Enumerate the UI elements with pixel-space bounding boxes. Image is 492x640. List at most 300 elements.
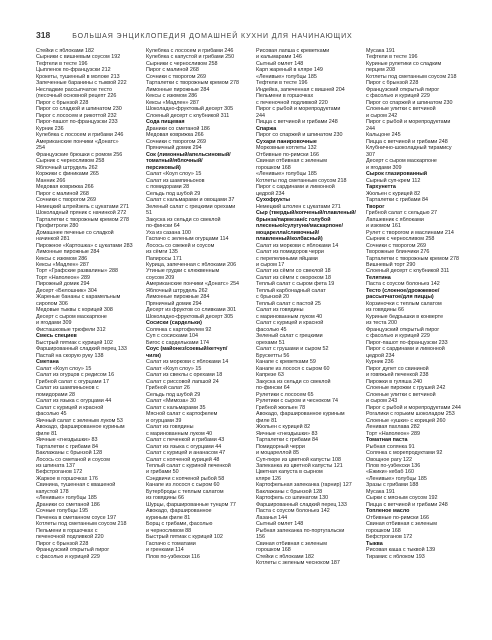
index-entry: Сельдь под шубой 29	[146, 190, 201, 197]
index-entry: с перепелиными яйцами	[256, 255, 318, 262]
index-entry: с фасолью и курицей 229	[366, 93, 430, 100]
index-entry: Баклажаны с брынзой 128	[256, 488, 323, 495]
index-entry: Французский открытый пирог	[36, 547, 110, 554]
index-entry: Свинина, тушенная с квашеной	[36, 482, 116, 489]
index-heading: Тесто (слоеное/дрожжевое/	[366, 287, 440, 294]
index-entry: Бигос с сардельками 174	[146, 339, 209, 346]
index-entry: и сыром 243	[366, 398, 398, 405]
index-entry: Курник 236	[36, 125, 64, 132]
index-entry: Помидорный черри	[256, 443, 305, 450]
index-entry: Котлеты под сметанным соусом 218	[256, 177, 347, 184]
index-entry: Сырники с вишневым соусом 192	[36, 54, 121, 61]
index-entry: Домашнее печенье со сладкой	[36, 229, 114, 236]
index-entry: Фаршированный сладкий перец 133	[256, 501, 347, 508]
index-entry: Лосось со сметаной и соусом	[36, 456, 110, 463]
index-entry: Авокадо, фаршированное куриным	[256, 411, 345, 418]
index-entry: Салат с кальмарами и овощами 37	[146, 197, 235, 204]
index-entry: Паста с соусом болоньез 142	[256, 508, 330, 515]
index-entry: Отбивные по-римски 166	[366, 514, 429, 521]
index-entry: Печенка в сметанном соусе 197	[36, 514, 117, 521]
index-entry: Салат «Мимоза» 30	[146, 398, 197, 405]
index-entry: фасолью 45	[256, 326, 287, 333]
index-heading: Смесь специев	[36, 333, 77, 340]
index-entry: с помидорами 28	[146, 184, 190, 191]
index-entry: Пицца с ветчиной и грибами 248	[256, 119, 338, 126]
index-entry: Закуска из сельди со свеклой	[256, 378, 331, 385]
index-entry: Рулетики с сыром и чесноком 74	[256, 398, 339, 405]
index-entry: Зеленый салат с грецкими	[256, 333, 323, 340]
index-entry: Кексы с изюмом 286	[146, 93, 198, 100]
index-entry: Салат из моркови с яблоками 14	[256, 242, 339, 249]
index-entry: цедрой 234	[366, 352, 395, 359]
index-entry: Канапе из лосося с сыром 60	[146, 482, 220, 489]
index-entry: Лимонные пирожные 284	[146, 294, 210, 301]
index-entry: Торт «Наполеон» 289	[366, 430, 421, 437]
index-entry: Салат с копченой курицей 48	[146, 456, 220, 463]
index-column-3	[256, 48, 362, 633]
index-entry: Кексы «Мадлен» 287	[146, 99, 199, 106]
index-entry: Сельдь под шубой 29	[146, 391, 201, 398]
index-column-4	[366, 48, 472, 633]
index-entry: Рулет с творогом и маслинами 214	[366, 229, 454, 236]
index-entry: Пельмени в горшочках	[256, 93, 314, 100]
index-entry: Лимонные пирожные 284	[36, 249, 100, 256]
index-entry: Пирог с брынзой 228	[366, 80, 419, 87]
index-entry: Сочники с творогом 269	[146, 73, 206, 80]
index-entry: Пряничный домик 294	[146, 300, 202, 307]
index-entry: Салат «Коул слоу» 15	[36, 365, 92, 372]
index-entry: Тирамис с яблоком 193	[366, 553, 425, 560]
index-entry: Пирог с рыбой и морепродуктами	[366, 119, 451, 126]
index-heading: Соус (майонез/соевый/кетчуп/	[146, 346, 228, 353]
index-entry: начинкой 281	[36, 236, 70, 243]
index-entry: Брускетты 56	[256, 352, 290, 359]
index-entry: Салат с курицей и ананасом 47	[146, 450, 226, 457]
index-entry: кляре 126	[256, 475, 281, 482]
index-entry: Пирог с брынзой 228	[36, 540, 89, 547]
index-entry: Борщ с грибами, фасолью	[146, 521, 213, 528]
index-entry: Вишневый торт 290	[366, 261, 416, 268]
index-entry: Тефтели в тесте 196	[256, 80, 308, 87]
index-entry: Манник 266	[36, 177, 66, 184]
index-entry: Слоеные улитки с ветчиной	[366, 391, 436, 398]
index-entry: по-фински 64	[256, 385, 290, 392]
index-entry: Сырник с черносливом 258	[366, 236, 435, 243]
index-entry: с маринованным луком 40	[146, 430, 213, 437]
index-entry: Десерт с сыром маскарпоне	[36, 313, 107, 320]
index-entry: Сырник с черносливом 258	[36, 158, 105, 165]
index-entry: Куриные рулетики со сладким	[366, 60, 442, 67]
index-entry: Лосось со свежей и соусом	[146, 242, 215, 249]
index-entry: Слоеные «ушки» с корицей 260	[366, 417, 446, 424]
index-entry: Картофельная запеканка (гарнир) 127	[256, 482, 352, 489]
index-entry: Профитроли 280	[36, 223, 79, 230]
index-entry: Зразы с грибами 188	[366, 482, 419, 489]
index-entry: «Ленивые» голубцы 185	[36, 495, 97, 502]
index-entry: Котлеты под сметанным соусом 218	[36, 521, 127, 528]
index-entry: Кулебяка с лососем и грибами 246	[36, 132, 124, 139]
index-entry: с маринованным луком 40	[256, 313, 323, 320]
index-entry: Несладкие рассыпчатое тесто	[36, 86, 113, 93]
index-entry: Салат из шампиньонов	[146, 177, 205, 184]
index-entry: Торт «Наполеон» 289	[36, 274, 91, 281]
index-entry: Салат с печенкой и грибами 43	[146, 437, 225, 444]
index-entry: филе 81	[36, 430, 58, 437]
index-entry: Котлеты с зеленым чесноком 187	[256, 560, 340, 567]
index-entry: Морковные котлеты 132	[256, 145, 317, 152]
index-heading: плесенью/сулугуни/маскарпоне/	[256, 223, 343, 230]
index-entry: Лимонные пирожные 284	[146, 86, 210, 93]
index-entry: Авокадо, фаршированное куриным	[36, 424, 125, 431]
index-entry: Овощное рагу 122	[366, 456, 413, 463]
index-entry: Салат с кальмарами 35	[146, 404, 206, 411]
index-entry: «Ленивые» голубцы 185	[256, 171, 317, 178]
index-entry: Мясной салат с картофелем	[146, 411, 218, 418]
index-entry: горошком 168	[256, 547, 291, 554]
index-entry: 51	[146, 210, 152, 217]
index-entry: Котлеты под сметанным соусом 218	[366, 73, 457, 80]
index-entry: Слоеный десерт с клубникой 311	[366, 268, 450, 275]
index-entry: Пирожки в гуляша 240	[366, 378, 423, 385]
index-entry: Салат из говядины	[256, 307, 304, 314]
index-entry: Салат с риссовой лапшой 24	[146, 378, 219, 385]
index-entry: Ленивая пахлава 282	[366, 424, 420, 431]
index-entry: Сэндвичи с копченой рыбой 58	[146, 475, 225, 482]
index-entry: Плов по-узбекски 116	[146, 553, 200, 560]
index-entry: Теплый карбонадный салат	[256, 287, 326, 294]
index-heading: Томатная паста	[366, 437, 408, 444]
index-entry: Пирог с рыбой и морепродуктами	[256, 106, 341, 113]
index-entry: Пирог с брынзой 228	[36, 99, 89, 106]
index-entry: Крокеты, тушенный в молоке 213	[36, 73, 120, 80]
index-entry: Пирожный домик 294	[36, 281, 90, 288]
running-title: БОЛЬШАЯ ЭНЦИКЛОПЕДИЯ ДОМАШНЕЙ КУХНИ ДЛЯ НАЧИНАЮЩИХ	[72, 33, 353, 40]
index-entry: Слоеный десерт с клубникой 311	[146, 112, 230, 119]
index-entry: Плов по-узбекски 136	[366, 463, 421, 469]
index-entry: Творожные блинчики 276	[366, 249, 430, 256]
index-entry: Лазанья 144	[256, 514, 288, 521]
index-entry: Свиная отбивная с зеленым	[366, 521, 437, 528]
index-entry: Лапшевник с яблоками	[366, 216, 424, 223]
index-entry: с фасолью и курицей 229	[366, 333, 430, 340]
index-entry: «Ленивые» голубцы 185	[256, 73, 317, 80]
index-entry: Коржики с финиками 265	[36, 171, 99, 178]
index-entry: 244	[366, 125, 375, 132]
index-entry: Шоколадный пряник с начинкой 272	[36, 210, 127, 217]
index-entry: Медовая коврижка 266	[146, 132, 204, 139]
page-number: 318	[36, 30, 51, 40]
index-entry: перцем 208	[366, 67, 396, 74]
index-entry: Французский открытый пирог	[366, 326, 440, 333]
index-entry: из говядины 66	[366, 307, 405, 314]
index-entry: Яичные «гнездышки» 83	[256, 430, 318, 437]
index-entry: Теплый салат с сыром фета 19	[256, 281, 335, 288]
index-entry: с брынзой 20	[256, 294, 290, 301]
index-entry: Салат из шампиньонов с	[36, 385, 99, 392]
index-entry: и гренками 114	[146, 547, 184, 554]
index-entry: помидорами 28	[36, 391, 75, 398]
index-entry: Тарталетки с грибами 84	[256, 437, 318, 444]
index-entry: Пирог-пашот по-французски 233	[366, 339, 448, 346]
index-entry: Драники со сметаной 186	[36, 501, 100, 508]
index-heading: Топленое масло	[366, 508, 410, 515]
index-entry: Тефтели в тесте 196	[366, 54, 418, 61]
index-entry: Салат из говядины	[146, 424, 194, 431]
index-heading: Сметана	[36, 359, 59, 366]
index-entry: Быстрый пятиак с курицей 102	[146, 534, 223, 541]
index-entry: Пастай на скорую руку 138	[36, 352, 104, 359]
index-entry: Кулебяка с лососем и грибами 246	[146, 48, 234, 54]
index-entry: куриным филе 81	[146, 514, 191, 521]
index-heading: Сосиски (сардельки)	[146, 320, 202, 327]
index-entry: Сытный омлет 148	[256, 60, 304, 67]
index-entry: Шоколадно-фруктовый десерт 305	[146, 106, 234, 113]
index-entry: Фаршированный сладкий перец 133	[36, 346, 127, 353]
index-entry: Десерт с сыром маскарпоне	[366, 158, 437, 165]
index-entry: Запеканка из цветной капусты 121	[256, 463, 343, 469]
index-heading: плавленный/колбасный)	[256, 236, 323, 243]
index-entry: с печеночной подливкой 220	[256, 99, 328, 106]
index-entry: сиропом 306	[36, 300, 68, 307]
index-entry: по-фински 64	[146, 223, 180, 230]
index-entry: печеночной подливкой 220	[36, 534, 104, 541]
index-entry: Запеченные баранины с тыквой 222	[36, 80, 127, 87]
index-entry: Пирог дупет со свининой	[366, 365, 429, 372]
index-entry: Жаркое в горшочках 176	[36, 475, 98, 482]
index-entry: горошком 168	[366, 527, 401, 534]
index-entry: Сытный омлет 148	[256, 521, 304, 528]
index-entry: Медовые тыквы с корицей 308	[36, 307, 113, 314]
index-entry: Утиные грудки с клюквенным	[146, 268, 220, 275]
index-entry: Торт «Графские развалины» 288	[36, 268, 119, 275]
index-heading: моцарелла/сливочный/	[256, 229, 320, 236]
index-entry: Канапе из лосося с сыром 60	[256, 365, 330, 372]
index-heading: Телятина	[366, 274, 391, 281]
index-entry: Свиная отбивная с зеленым	[256, 158, 327, 165]
index-entry: Жюльен с курицей 82	[366, 190, 421, 197]
index-entry: Пирог с сардинами и лимонной	[366, 346, 445, 353]
index-entry: Уха из сазана 100	[146, 229, 191, 236]
index-entry: из сёмги 135	[146, 249, 178, 256]
index-entry: орехами 51	[256, 339, 285, 346]
index-entry: Сырный суп-крем 112	[366, 177, 421, 184]
index-entry: Сочные голубцы 195	[36, 508, 89, 515]
index-heading: Творог	[366, 203, 385, 210]
index-entry: Пряничный домик 294	[146, 145, 202, 152]
index-entry: Пирог со сладкой и шпинатом 230	[36, 106, 122, 113]
index-entry: и говяжьей печенкой 238	[366, 372, 429, 379]
index-entry: Карп жареный в кляре 149	[256, 67, 323, 74]
index-heading: Сок (лимонный/апельсиновый/	[146, 151, 231, 158]
index-entry: Отбивные по-римски 166	[256, 151, 319, 158]
index-heading: Сырок глазированный	[366, 171, 428, 178]
index-entry: Рогалики с горьким шоколадом 253	[366, 411, 455, 418]
index-entry: Паста с соусом болоньез 142	[366, 281, 440, 288]
index-entry: Капрезе 63	[256, 372, 284, 379]
index-entry: Курица, запеченная с яблоками 206	[146, 261, 237, 268]
index-entry: Тефтели в тесте 196	[36, 60, 88, 67]
index-entry: Салат из помидоров черри	[256, 249, 324, 256]
index-entry: Теплый салат с пастой 25	[256, 300, 321, 307]
index-heading: томатный/яблочный/	[146, 158, 203, 165]
index-entry: Слоеные улитки с ветчиной	[366, 106, 436, 113]
index-entry: Суп-пюре из цветной капусты 108	[256, 456, 341, 463]
index-entry: и ягодами 309	[366, 164, 402, 171]
index-entry: Рисовая лапша с креветками	[256, 48, 330, 54]
index-entry: Слоеные пирожки с грушей 242	[366, 385, 446, 392]
index-entry: Стейки с яблоками 182	[36, 48, 95, 54]
index-entry: Мусака 191	[366, 48, 395, 54]
index-entry: Десерт из фруктов со сливками 301	[146, 307, 237, 314]
index-entry: Цветная капуста в сырном	[256, 469, 323, 476]
index-heading: Сухофрукты	[256, 197, 290, 204]
index-entry: Свиная отбивная с зеленым	[256, 540, 327, 547]
index-entry: Курник 236	[366, 359, 394, 366]
index-entry: Картофель со шпинатом 130	[256, 495, 329, 502]
index-entry: Сырники с черносливом 258	[146, 60, 218, 67]
index-heading: Спаржа	[256, 125, 277, 132]
index-entry: Тарталетки с творожным кремом 278	[36, 216, 129, 223]
index-entry: Бефстроганов 172	[36, 469, 83, 476]
index-entry: Стейки с яблоками 182	[256, 553, 315, 560]
index-entry: Тарталетки с грибами 84	[36, 443, 98, 450]
index-entry: и моцареллой 85	[256, 450, 299, 457]
index-entry: Рыбная солянка 91	[366, 443, 415, 450]
index-entry: цедрой 234	[256, 190, 285, 197]
index-entry: филе 81	[256, 417, 278, 424]
index-entry: Мусака 191	[366, 488, 395, 495]
index-entry: Яичные «гнездышки» 83	[36, 437, 98, 444]
index-entry: и черносливом 88	[146, 527, 192, 534]
index-entry: Грибной жюльен 78	[256, 404, 306, 411]
index-entry: Грибной салат с огурцами 17	[36, 378, 109, 385]
index-entry: Кулебяка с капустой и грибами 250	[146, 54, 235, 61]
index-entry: Пицца с ветчиной и грибами 248	[366, 138, 448, 145]
index-entry: Теплый салат с куриной печенкой	[146, 463, 231, 469]
index-entry: Салат из сёмги со свеклой 18	[256, 268, 331, 275]
index-entry: Салат «Коул слоу» 15	[146, 365, 202, 372]
index-entry: Солянка с картофелем 92	[146, 326, 212, 333]
index-entry: Баклажаны с брынзой 128	[36, 450, 103, 457]
index-entry: Сочники с творогом 269	[366, 242, 426, 249]
index-entry: соусом 209	[146, 274, 175, 281]
index-entry: 244	[256, 112, 265, 119]
index-entry: Канапе с креветками 59	[256, 359, 316, 366]
index-entry: Авокадо, фаршированное	[146, 508, 212, 515]
index-entry: «Ленивые» голубцы 185	[366, 475, 427, 482]
index-entry: Тарталетки с грибами 84	[366, 197, 428, 204]
index-heading: чили)	[146, 352, 161, 359]
index-column-2	[146, 48, 252, 633]
index-heading: Тыква	[366, 540, 383, 547]
index-entry: Пирожное «Картошка» с цукатами 283	[36, 242, 133, 249]
index-entry: «Ёжики» кебаб 160	[366, 469, 414, 476]
index-heading: Сода пищевая	[146, 119, 185, 126]
index-entry: Зеленый салат с грецкими орехами	[146, 203, 236, 210]
index-entry: 254	[36, 145, 45, 152]
index-entry: Салат из языка с огурцами 44	[146, 443, 222, 450]
index-entry: Пирог с малиной 268	[36, 190, 89, 197]
index-entry: Бефстроганов 172	[366, 534, 413, 541]
index-entry: Тарталетки с творожным кремом 278	[366, 255, 459, 262]
index-entry: и ягодами 309	[36, 320, 72, 327]
index-entry: 156	[256, 534, 265, 541]
index-entry: Салат с грушами и сыром 52	[256, 346, 329, 353]
index-entry: Цыпленок по-французски 212	[36, 67, 111, 74]
index-heading: персиковый)	[146, 164, 181, 171]
index-entry: и грибами 50	[146, 469, 179, 476]
index-entry: Пирог с малиной 268	[146, 67, 199, 74]
index-entry: Американские пончики «Донатс»	[36, 138, 119, 145]
index-entry: Рулетики с лососем 65	[256, 391, 314, 398]
index-entry: фасолью 45	[36, 411, 67, 418]
index-entry: Пирог-пашот по-французски 233	[36, 119, 118, 126]
index-entry: Драники со сметаной 186	[146, 125, 210, 132]
index-entry: Салат из моркови с яблоками 14	[146, 359, 229, 366]
index-entry: и сыром 17	[256, 261, 285, 268]
index-entry: 307	[366, 151, 375, 158]
index-entry: Салат с курицей и красной	[256, 320, 324, 327]
index-entry: Кальцоне 245	[366, 132, 401, 139]
index-entry: Пирог с рыбой и морепродуктами 244	[366, 404, 461, 411]
index-entry: Пицца с ветчиной и грибами 248	[366, 501, 448, 508]
index-entry: горошком 168	[256, 164, 291, 171]
index-entry: Тарталетки с творожным кремом 278	[146, 80, 239, 87]
index-entry: Пирог с лососем и рикоттой 232	[36, 112, 117, 119]
index-columns	[36, 48, 472, 633]
index-entry: Салат из языка с огурцами 44	[36, 398, 112, 405]
index-entry: Папиросы 171	[146, 255, 182, 262]
index-entry: Французский открытый пирог	[366, 86, 440, 93]
index-entry: Пирог с сардинами и лимонной	[256, 184, 335, 191]
index-entry: Рисовая каша с тыквой 139	[366, 547, 436, 554]
index-entry: Яичный салат с зеленым луком 53	[36, 417, 123, 424]
index-entry: Пельмени в горшочках с	[36, 527, 98, 534]
index-entry: из говядины 66	[146, 495, 185, 502]
index-entry: Жареные бананы с карамельным	[36, 294, 121, 301]
index-entry: Немецкий штрейзель с цукатами 271	[36, 203, 129, 210]
index-entry: Фисташковые трюфели 312	[36, 326, 106, 333]
index-entry: Гаспачо с зеленым огурцами 114	[146, 236, 229, 243]
index-entry: Закуска из сельди со свеклой	[146, 216, 221, 223]
index-entry: Салат «Коул слоу» 15	[146, 171, 202, 178]
page-header	[36, 30, 472, 42]
index-entry: Яблочный штрудель 262	[36, 164, 98, 171]
index-entry: и кальмарами 146	[256, 54, 302, 61]
index-entry: Десерт «Белошник» 304	[36, 287, 97, 294]
index-entry: Салат с курицей и красной	[36, 404, 104, 411]
index-entry: капустой 178	[36, 488, 69, 495]
index-entry: Пирог со спаржей и шпинатом 230	[256, 132, 343, 139]
index-entry: Гаспачо с томатами	[146, 540, 196, 547]
index-heading: рассыпчатое/для пиццы)	[366, 294, 434, 301]
index-entry: из шпината 137	[36, 463, 75, 469]
index-heading: Тархунетта	[366, 184, 396, 191]
index-entry: Рыбная запеканка по-португальски	[256, 527, 345, 534]
index-entry: Индейка, запеченная с вишней 204	[256, 86, 345, 93]
index-entry: Яблочный штрудель 262	[146, 287, 208, 294]
index-entry: Клубнично-шоколадный тирамису	[366, 145, 452, 152]
index-entry: Солянка с морепродуктами 92	[366, 450, 443, 457]
index-entry: Сырки с мясным соусом 192	[366, 495, 438, 502]
index-entry: из теста 200	[366, 320, 397, 327]
index-entry: Быстрый пятиак с курицей 102	[36, 339, 113, 346]
index-entry: с фасолью и курицей 229	[36, 553, 100, 560]
index-entry: Суп с сосисками 104	[146, 333, 199, 340]
index-entry: Французские брюшки с ромом 256	[36, 151, 123, 158]
index-entry: Жюльен с курицей 82	[256, 424, 311, 431]
index-entry: Салат из огурцов с редисом 16	[36, 372, 115, 379]
